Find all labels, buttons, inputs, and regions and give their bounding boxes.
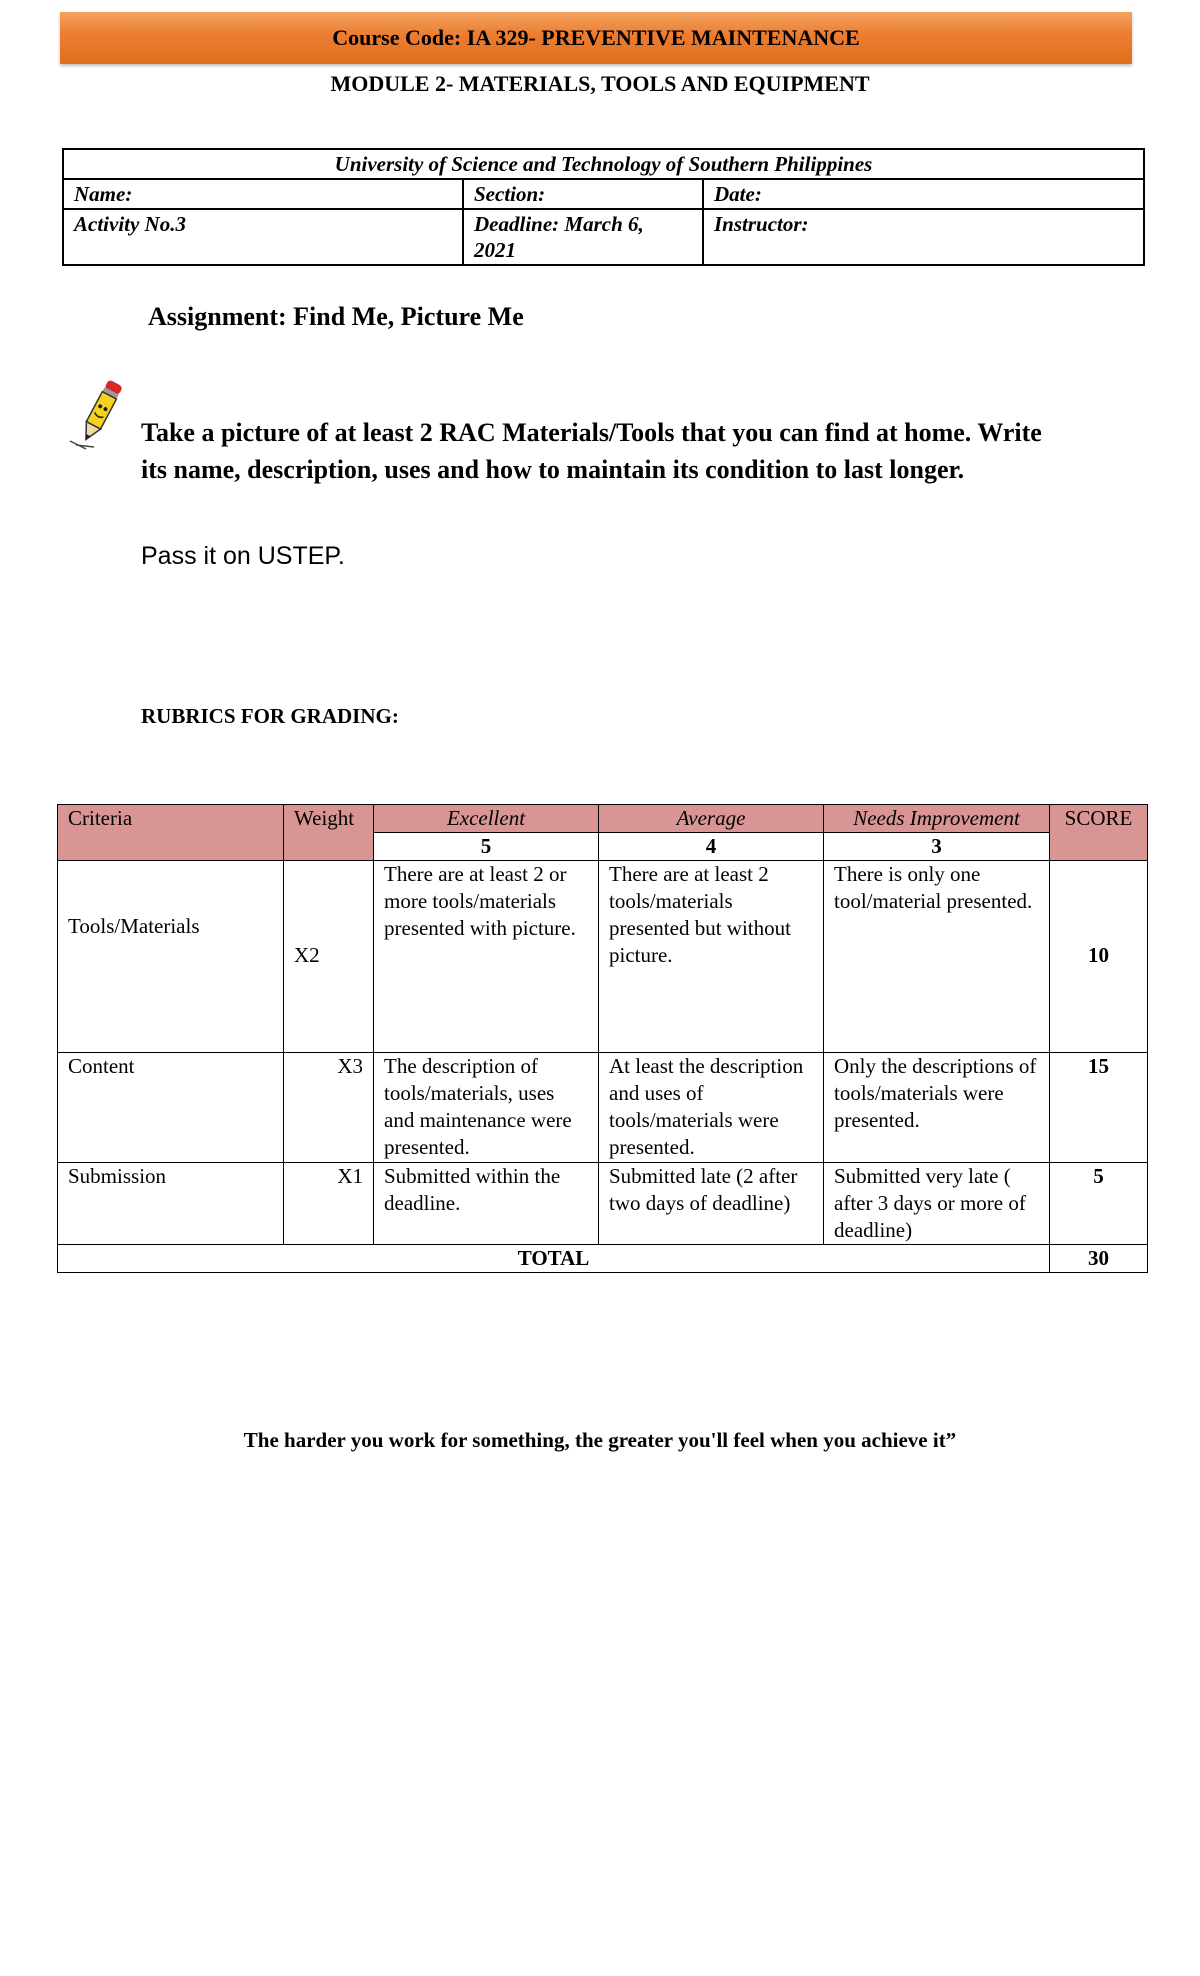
needs-improvement-points: 3 — [824, 833, 1050, 861]
motivational-quote: The harder you work for something, the greater you'll feel when you achieve it” — [243, 1428, 957, 1452]
excellent-cell: The description of tools/materials, uses and maintenance were presented. — [374, 1053, 599, 1163]
table-row — [58, 1053, 1148, 1163]
excellent-points: 5 — [374, 833, 599, 861]
total-score: 30 — [1050, 1245, 1148, 1273]
score-cell: 15 — [1050, 1053, 1148, 1163]
criteria-cell: Content — [58, 1053, 284, 1163]
average-points: 4 — [599, 833, 824, 861]
instructor-field: Instructor: — [703, 209, 1144, 265]
table-row — [58, 1163, 1148, 1245]
average-cell: At least the description and uses of tools/materials were presented. — [599, 1053, 824, 1163]
average-cell: There are at least 2 tools/materials presented but without picture. — [599, 861, 824, 1053]
rubric-table — [57, 804, 1148, 1273]
deadline-line1: Deadline: March 6, — [474, 212, 644, 236]
weight-cell: X1 — [284, 1163, 374, 1245]
weight-cell: X2 — [284, 861, 374, 1053]
section-field: Section: — [463, 179, 703, 209]
course-code-text: Course Code: IA 329- PREVENTIVE MAINTENANCE — [332, 25, 860, 50]
average-cell: Submitted late (2 after two days of deadline) — [599, 1163, 824, 1245]
score-cell: 5 — [1050, 1163, 1148, 1245]
excellent-header: Excellent — [374, 805, 599, 833]
criteria-cell: Submission — [58, 1163, 284, 1245]
needs-improvement-cell: There is only one tool/material presented. — [824, 861, 1050, 1053]
average-header: Average — [599, 805, 824, 833]
university-name: University of Science and Technology of Southern Philippines — [63, 149, 1144, 179]
activity-number: Activity No.3 — [63, 209, 463, 265]
assignment-title: Assignment: Find Me, Picture Me — [148, 302, 524, 331]
deadline-line2: 2021 — [474, 238, 516, 262]
submission-note: Pass it on USTEP. — [141, 542, 345, 570]
course-code-banner — [60, 12, 1132, 64]
score-header: SCORE — [1050, 805, 1148, 861]
deadline-field — [463, 209, 703, 265]
date-field: Date: — [703, 179, 1144, 209]
assignment-instruction: Take a picture of at least 2 RAC Materials/Tools that you can find at home. Write its name, description, uses and how to maintain its condition to last longer. — [141, 418, 1042, 484]
rubrics-title: RUBRICS FOR GRADING: — [141, 704, 399, 728]
needs-improvement-cell: Submitted very late ( after 3 days or more of deadline) — [824, 1163, 1050, 1245]
weight-header: Weight — [284, 805, 374, 861]
name-field: Name: — [63, 179, 463, 209]
total-label: TOTAL — [58, 1245, 1050, 1273]
info-table — [62, 148, 1145, 266]
pencil-icon — [66, 375, 134, 451]
criteria-header: Criteria — [58, 805, 284, 861]
score-cell: 10 — [1050, 861, 1148, 1053]
total-row — [58, 1245, 1148, 1273]
module-title: MODULE 2- MATERIALS, TOOLS AND EQUIPMENT — [330, 71, 870, 96]
table-row — [58, 861, 1148, 1053]
weight-cell: X3 — [284, 1053, 374, 1163]
excellent-cell: There are at least 2 or more tools/materials presented with picture. — [374, 861, 599, 1053]
criteria-cell: Tools/Materials — [58, 861, 284, 1053]
excellent-cell: Submitted within the deadline. — [374, 1163, 599, 1245]
needs-improvement-header: Needs Improvement — [824, 805, 1050, 833]
needs-improvement-cell: Only the descriptions of tools/materials were presented. — [824, 1053, 1050, 1163]
